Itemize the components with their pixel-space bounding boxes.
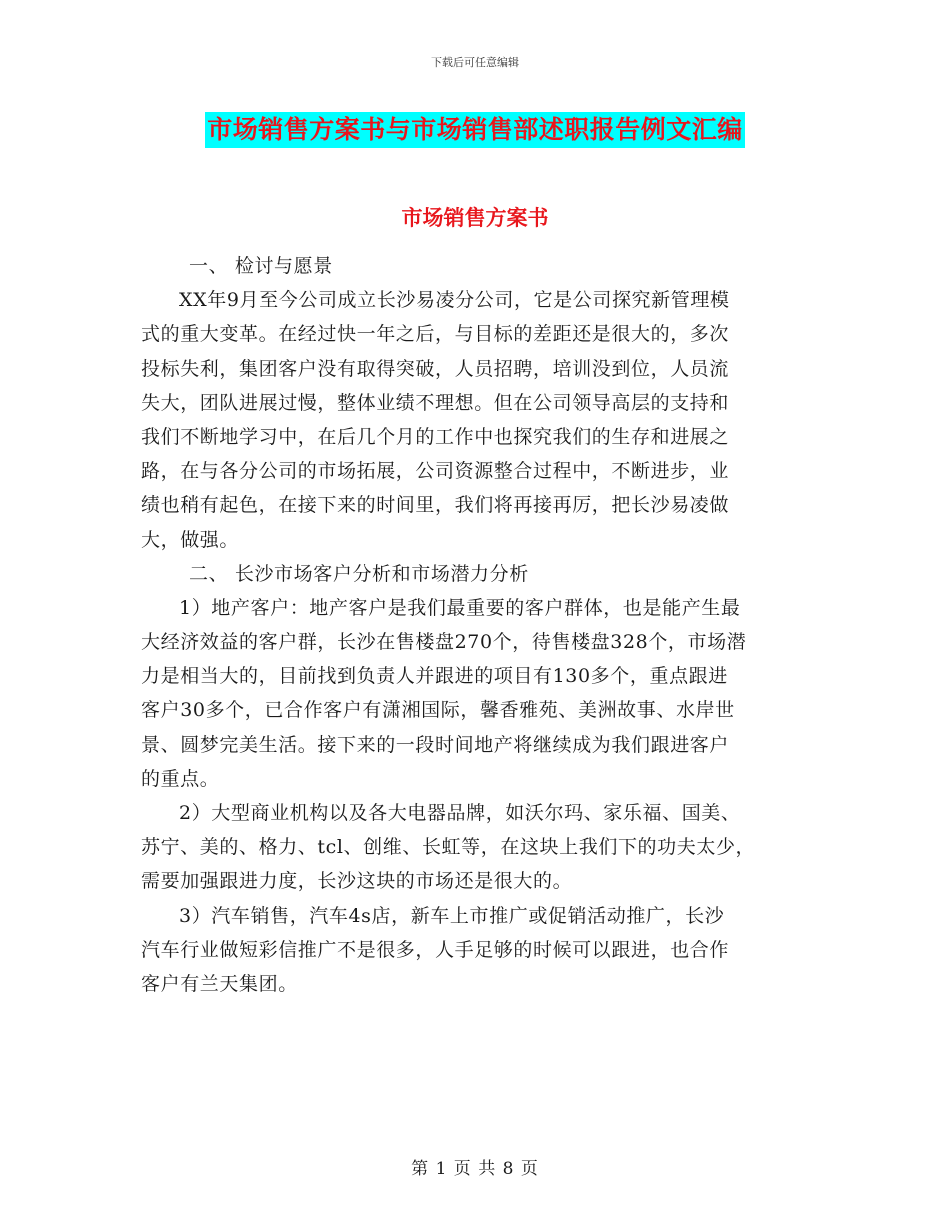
body-text-line: 客户30多个，已合作客户有潇湘国际，馨香雅苑、美洲故事、水岸世 xyxy=(141,699,735,722)
body-text-line: 2）大型商业机构以及各大电器品牌，如沃尔玛、家乐福、国美、 xyxy=(179,802,741,824)
body-text-line: 我们不断地学习中，在后几个月的工作中也探究我们的生存和进展之 xyxy=(141,425,730,448)
section-title: 市场销售方案书 xyxy=(401,205,549,230)
body-text-line: 的重点。 xyxy=(141,767,220,790)
body-text-line: 大经济效益的客户群，长沙在售楼盘270个，待售楼盘328个，市场潜 xyxy=(141,631,747,654)
body-text-line: 绩也稍有起色，在接下来的时间里，我们将再接再厉，把长沙易凌做 xyxy=(141,494,730,517)
page-header-note: 下载后可任意编辑 xyxy=(431,56,519,69)
body-text-line: 力是相当大的，目前找到负责人并跟进的项目有130多个，重点跟进 xyxy=(141,665,728,688)
body-text-line: 大，做强。 xyxy=(141,528,240,551)
body-text-line: 式的重大变革。在经过快一年之后，与目标的差距还是很大的，多次 xyxy=(141,323,730,346)
body-text-line: 投标失利，集团客户没有取得突破，人员招聘，培训没到位，人员流 xyxy=(141,357,730,380)
body-text-line: 汽车行业做短彩信推广不是很多，人手足够的时候可以跟进，也合作 xyxy=(141,938,730,961)
document-title: 市场销售方案书与市场销售部述职报告例文汇编 xyxy=(205,112,745,148)
document-title-container xyxy=(0,112,950,148)
body-text-line: 失大，团队进展过慢，整体业绩不理想。但在公司领导高层的支持和 xyxy=(141,391,730,414)
body-text-line: 客户有兰天集团。 xyxy=(141,972,298,995)
body-text-line: 需要加强跟进力度，长沙这块的市场还是很大的。 xyxy=(141,870,573,893)
body-text-line: 景、圆梦完美生活。接下来的一段时间地产将继续成为我们跟进客户 xyxy=(141,733,730,756)
body-text-line: 苏宁、美的、格力、tcl、创维、长虹等，在这块上我们下的功夫太少， xyxy=(141,836,756,859)
page-number-footer: 第 1 页 共 8 页 xyxy=(411,1159,539,1179)
body-text-line: 3）汽车销售，汽车4s店，新车上市推广或促销活动推广，长沙 xyxy=(179,904,725,927)
section-heading-line: 一、 检讨与愿景 xyxy=(189,255,333,277)
section-heading-line: 二、 长沙市场客户分析和市场潜力分析 xyxy=(189,562,529,585)
document-body xyxy=(141,249,811,1001)
body-text-line: 路，在与各分公司的市场拓展，公司资源整合过程中，不断进步，业 xyxy=(141,460,730,483)
body-text-line: 1）地产客户：地产客户是我们最重要的客户群体，也是能产生最 xyxy=(179,596,741,619)
body-text-line: XX年9月至今公司成立长沙易凌分公司，它是公司探究新管理模 xyxy=(179,289,730,312)
